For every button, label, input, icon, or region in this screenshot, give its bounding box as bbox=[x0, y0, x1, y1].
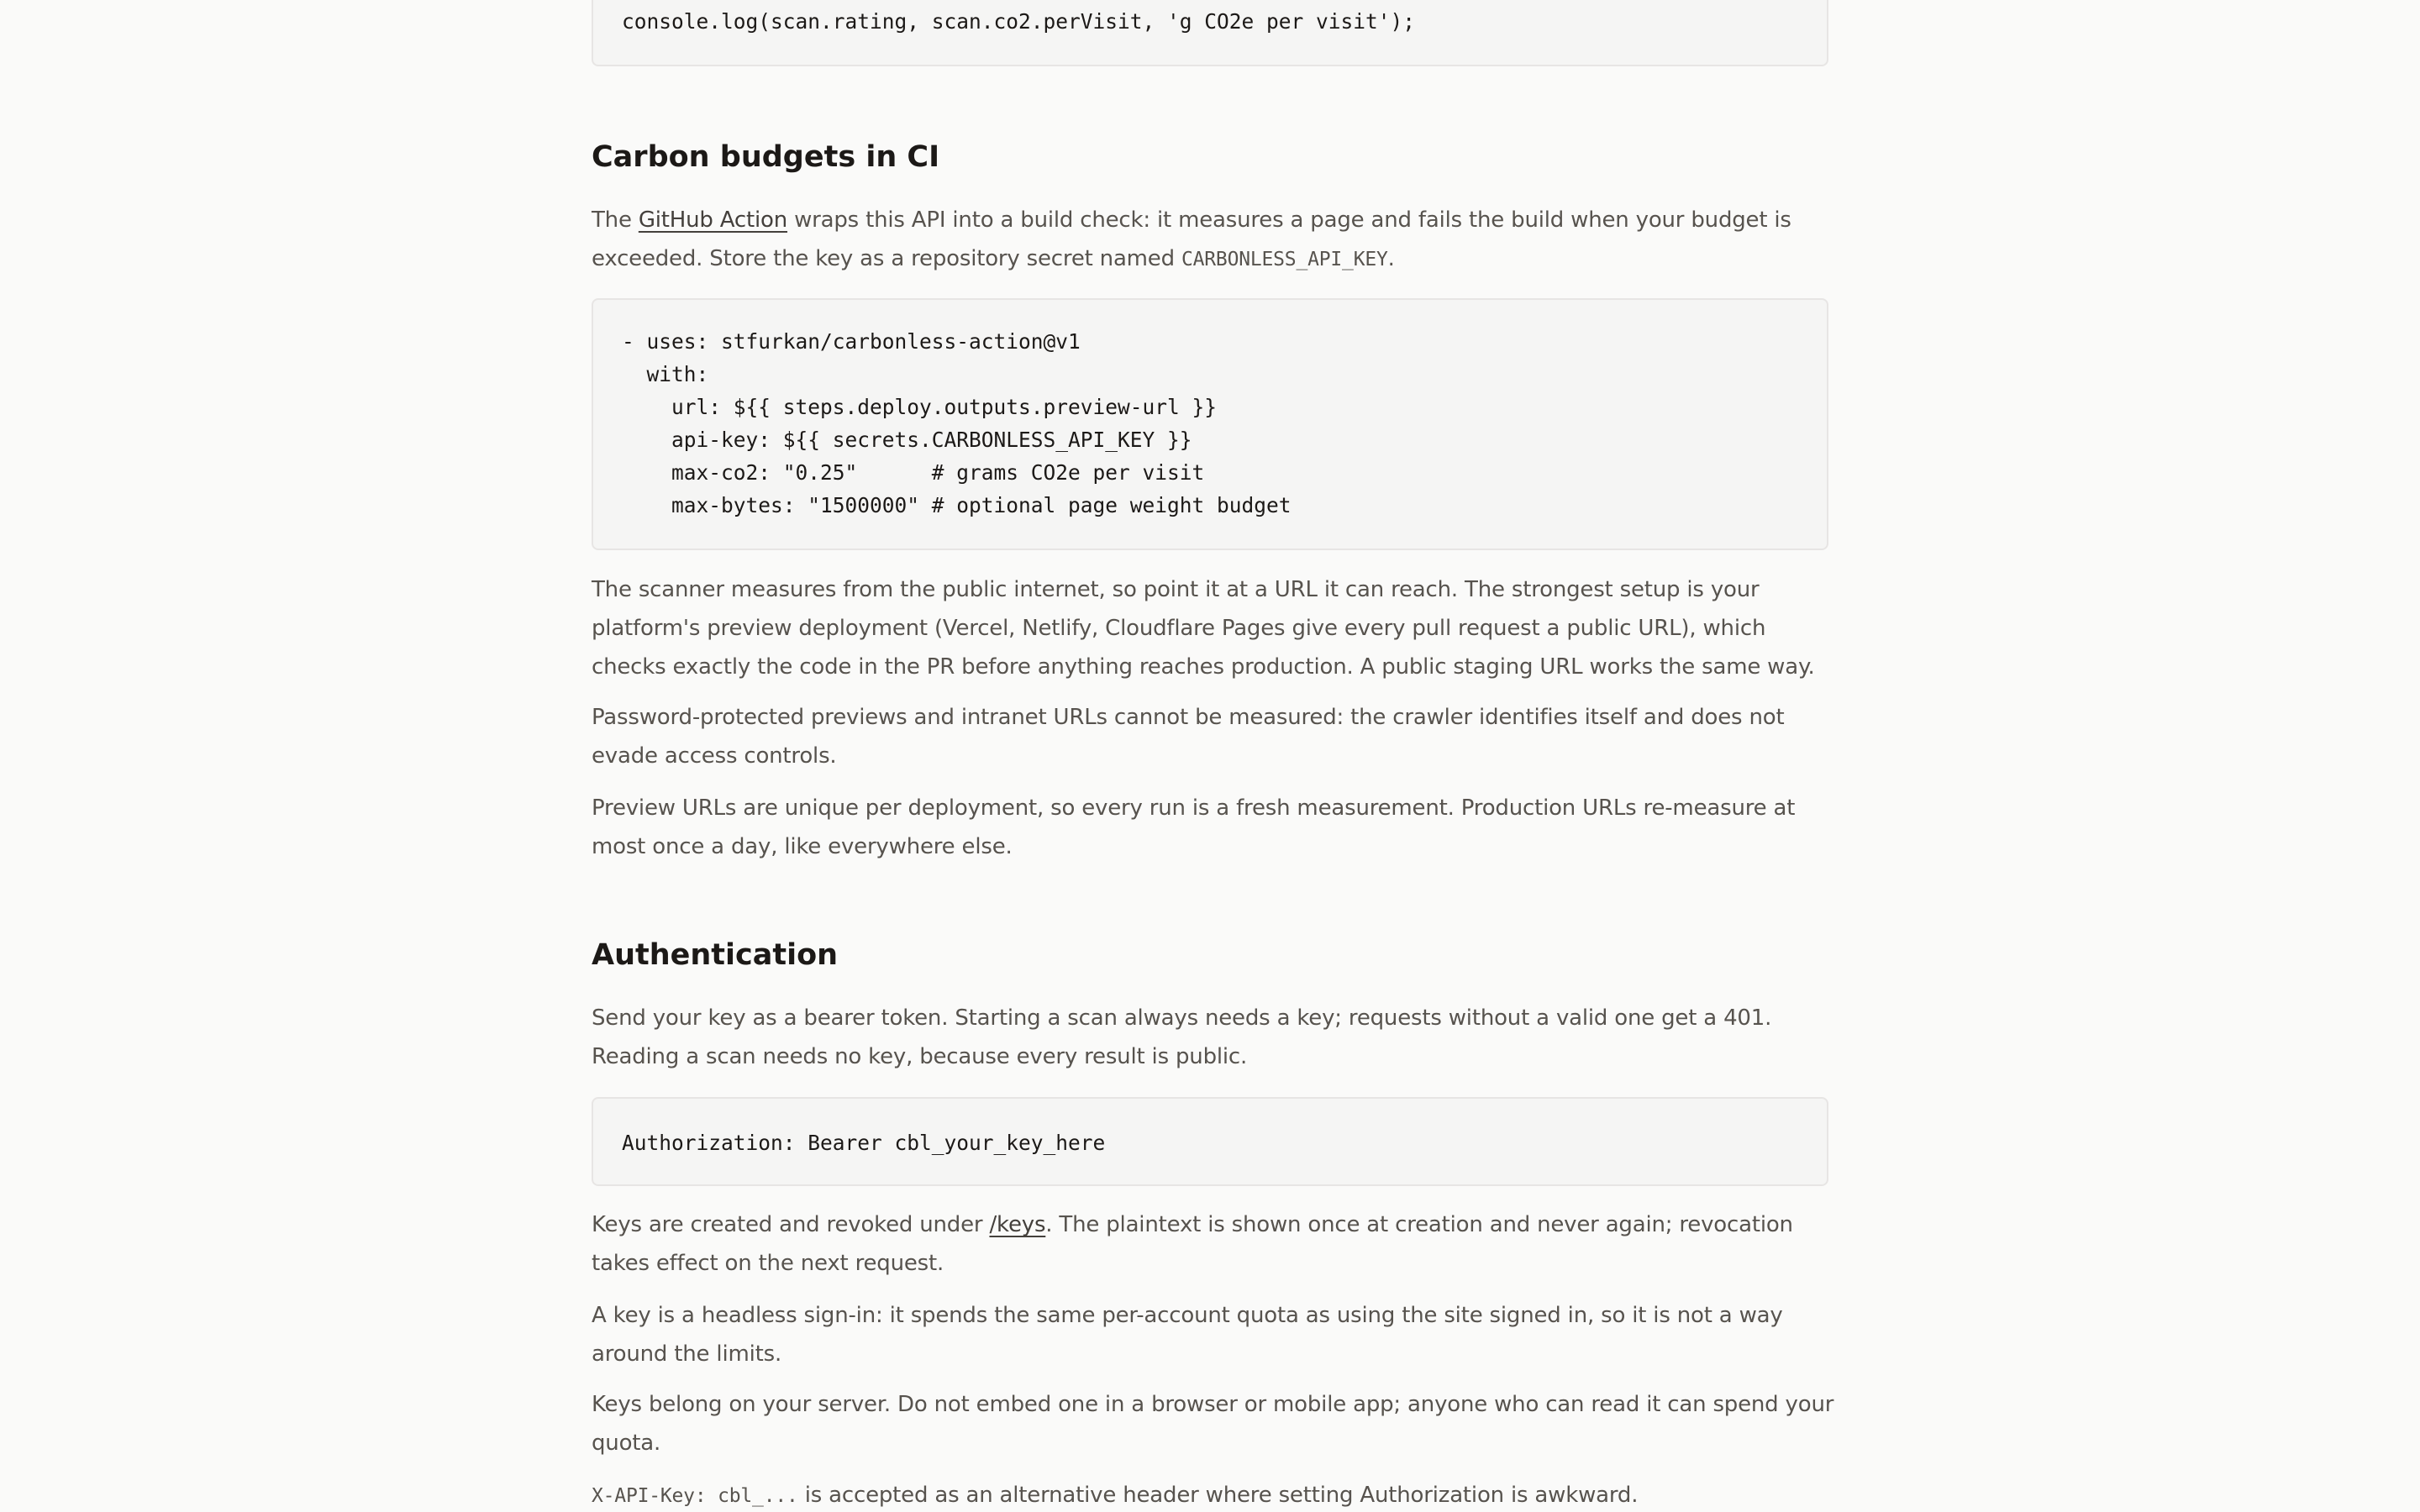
section-heading-carbon-budgets: Carbon budgets in CI bbox=[592, 140, 940, 174]
keys-link[interactable]: /keys bbox=[989, 1212, 1046, 1237]
inline-code-x-api-key: X-API-Key: cbl_... bbox=[592, 1485, 798, 1507]
code-line: - uses: stfurkan/carbonless-action@v1 bbox=[622, 329, 1081, 354]
code-line: Authorization: Bearer cbl_your_key_here bbox=[622, 1131, 1106, 1155]
code-line: with: bbox=[622, 362, 709, 386]
alt-header-paragraph: X-API-Key: cbl_... is accepted as an alternative header where setting Authorization is awkward. bbox=[592, 1483, 1639, 1508]
code-line: api-key: ${{ secrets.CARBONLESS_API_KEY }} bbox=[622, 428, 1192, 452]
code-line: console.log(scan.rating, scan.co2.perVisit, 'g CO2e per visit'); bbox=[622, 9, 1416, 34]
code-block-authorization-header bbox=[592, 1097, 1828, 1186]
code-line: max-co2: "0.25" # grams CO2e per visit bbox=[622, 460, 1205, 485]
carbon-intro-paragraph: The GitHub Action wraps this API into a build check: it measures a page and fails the build when your budget is exceeded. Store the key as a repository secret named CARBONLESS_API_KEY. bbox=[592, 207, 1791, 271]
preview-urls-paragraph: Preview URLs are unique per deployment, so every run is a fresh measurement. Production URLs re-measure at most once a day, like everywhere else. bbox=[592, 795, 1796, 859]
section-heading-authentication: Authentication bbox=[592, 938, 839, 972]
server-keys-paragraph: Keys belong on your server. Do not embed one in a browser or mobile app; anyone who can read it can spend your quota. bbox=[592, 1392, 1834, 1456]
code-block-console-log bbox=[592, 0, 1828, 66]
scanner-paragraph: The scanner measures from the public internet, so point it at a URL it can reach. The strongest setup is your platform's preview deployment (Vercel, Netlify, Cloudflare Pages give every pull request a public URL), which checks exactly the code in the PR before anything reaches production. A public staging URL works the same way. bbox=[592, 577, 1815, 680]
password-protected-paragraph: Password-protected previews and intranet URLs cannot be measured: the crawler identifies itself and does not evade access controls. bbox=[592, 705, 1785, 769]
code-line: url: ${{ steps.deploy.outputs.preview-url }} bbox=[622, 395, 1218, 419]
github-action-link[interactable]: GitHub Action bbox=[638, 207, 788, 233]
inline-code-api-key-name: CARBONLESS_API_KEY bbox=[1181, 249, 1388, 270]
code-line: max-bytes: "1500000" # optional page weight budget bbox=[622, 493, 1292, 517]
headless-signin-paragraph: A key is a headless sign-in: it spends the same per-account quota as using the site signed in, so it is not a way around the limits. bbox=[592, 1303, 1783, 1367]
bearer-token-paragraph: Send your key as a bearer token. Starting a scan always needs a key; requests without a valid one get a 401. Reading a scan needs no key, because every result is public. bbox=[592, 1005, 1772, 1069]
code-block-github-action-yaml bbox=[592, 298, 1828, 550]
keys-management-paragraph: Keys are created and revoked under /keys. The plaintext is shown once at creation and never again; revocation takes effect on the next request. bbox=[592, 1212, 1793, 1276]
